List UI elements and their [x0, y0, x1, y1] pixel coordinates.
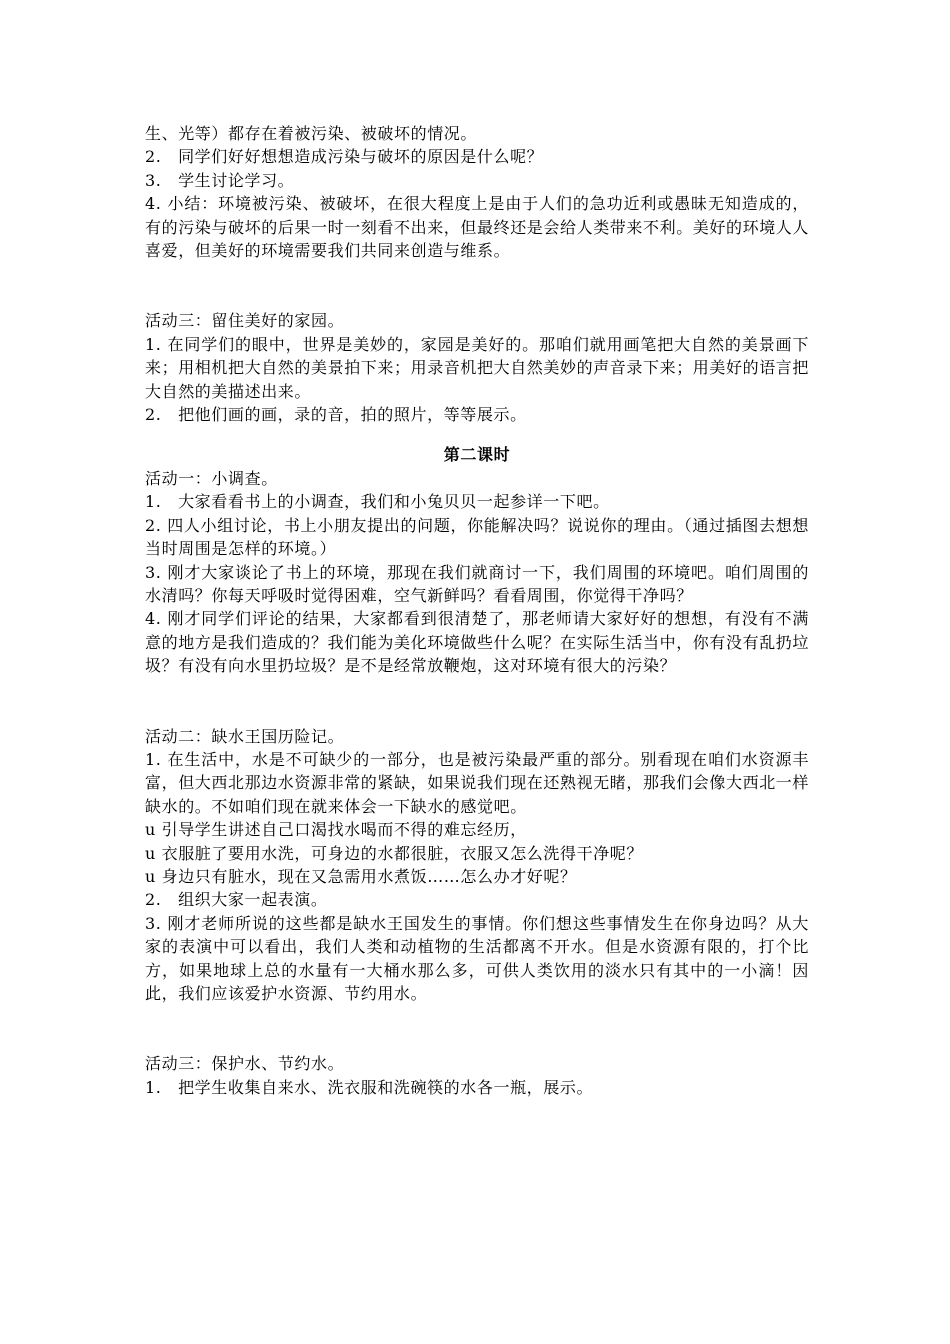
activity-heading: 活动二：缺水王国历险记。: [145, 726, 345, 746]
paragraph-item-1: 1. 大家看看书上的小调查，我们和小兔贝贝一起参详一下吧。: [145, 492, 610, 512]
paragraph-item-1: 1. 把学生收集自来水、洗衣服和洗碗筷的水各一瓶，展示。: [145, 1077, 594, 1097]
activity-heading: 活动三：留住美好的家园。: [145, 311, 345, 331]
paragraph-item-4: 4. 刚才同学们评论的结果，大家都看到很清楚了，那老师请大家好好的想想，有没有不满意的地方是我们造成的？我们能为美化环境做些什么呢？在实际生活当中，你有没有乱扔垃圾？有没有向水里扔垃圾？是不是经常放鞭炮，这对环境有很大的污染？: [145, 609, 810, 676]
document-page: [145, 122, 809, 1099]
paragraph-item-3: 3. 学生讨论学习。: [145, 170, 295, 190]
paragraph-item-1: 1. 在同学们的眼中，世界是美妙的，家园是美好的。那咱们就用画笔把大自然的美景画下来；用相机把大自然的美景拍下来；用录音机把大自然美妙的声音录下来；用美好的语言把大自然的美描述出来。: [145, 334, 810, 401]
section-title: 第二课时: [443, 445, 511, 465]
activity-heading: 活动三：保护水、节约水。: [145, 1054, 345, 1074]
paragraph-item-2: 2. 四人小组讨论，书上小朋友提出的问题，你能解决吗？说说你的理由。（通过插图去想想当时周围是怎样的环境。）: [145, 515, 809, 559]
spacer: [145, 1005, 809, 1052]
paragraph-summary: 4. 小结：环境被污染、被破坏，在很大程度上是由于人们的急功近利或愚昧无知造成的，有的污染与破坏的后果一时一刻看不出来，但最终还是会给人类带来不利。美好的环境人人喜爱，但美好的环境需要我们共同来创造与维系。: [145, 194, 810, 261]
paragraph-item-2: 2. 组织大家一起表演。: [145, 890, 328, 910]
paragraph-item-2: 2. 同学们好好想想造成污染与破坏的原因是什么呢？: [145, 147, 544, 167]
bullet-item: u 衣服脏了要用水洗，可身边的水都很脏，衣服又怎么洗得干净呢？: [145, 843, 643, 863]
activity-heading: 活动一：小调查。: [145, 468, 278, 488]
spacer: [145, 262, 809, 309]
paragraph-item-3: 3. 刚才老师所说的这些都是缺水王国发生的事情。你们想这些事情发生在你身边吗？从大家的表演中可以看出，我们人类和动植物的生活都离不开水。但是水资源有限的，打个比方，如果地球上总的水量有一大桶水那么多，可供人类饮用的淡水只有其中的一小滴！因此，我们应该爱护水资源、节约用水。: [145, 913, 809, 1003]
paragraph-item-3: 3. 刚才大家谈论了书上的环境，那现在我们就商讨一下，我们周围的环境吧。咱们周围的水清吗？你每天呼吸时觉得困难，空气新鲜吗？看看周围，你觉得干净吗？: [145, 562, 809, 605]
spacer: [145, 678, 809, 725]
paragraph-item-1: 1. 在生活中，水是不可缺少的一部分，也是被污染最严重的部分。别看现在咱们水资源丰富，但大西北那边水资源非常的紧缺，如果说我们现在还熟视无睹，那我们会像大西北一样缺水的。不如咱们现在就来体会一下缺水的感觉吧。: [145, 749, 810, 816]
paragraph-continuation: 生、光等）都存在着被污染、被破坏的情况。: [145, 124, 478, 143]
bullet-item: u 身边只有脏水，现在又急需用水煮饭……怎么办才好呢？: [145, 866, 577, 886]
paragraph-item-2: 2. 把他们画的画，录的音，拍的照片，等等展示。: [145, 405, 527, 425]
bullet-item: u 引导学生讲述自己口渴找水喝而不得的难忘经历，: [145, 820, 527, 840]
